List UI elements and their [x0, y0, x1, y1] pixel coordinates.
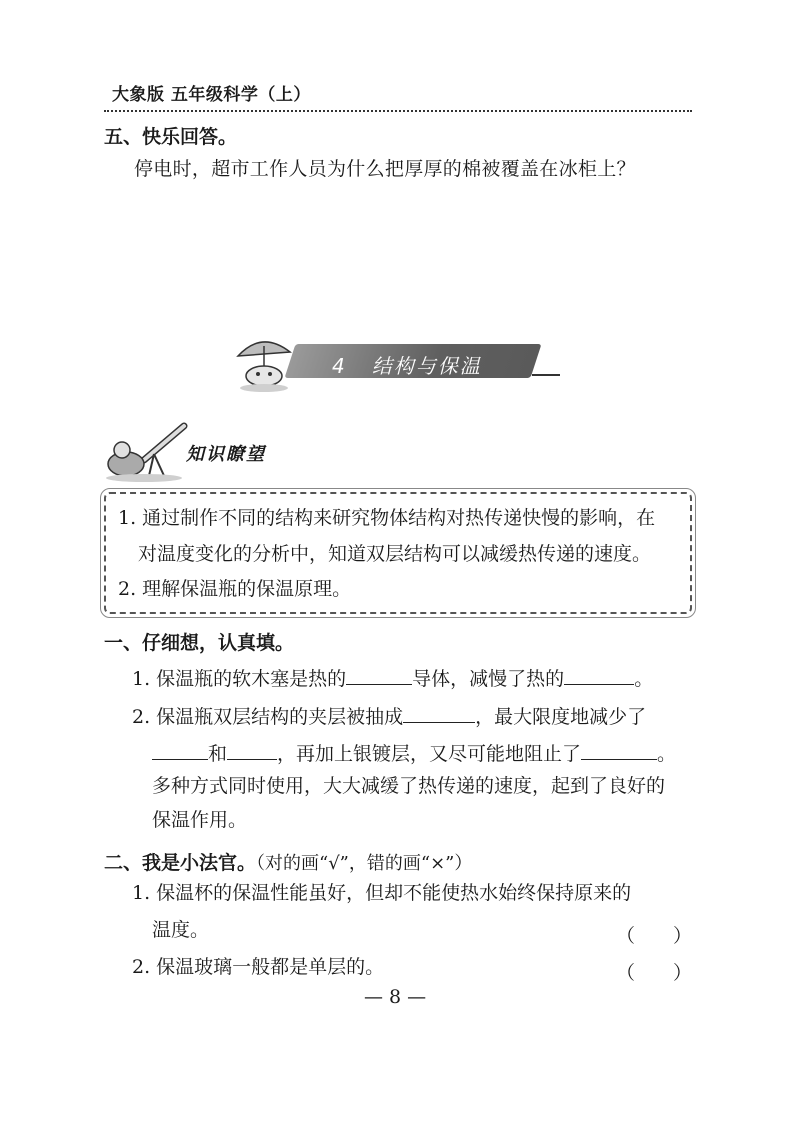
fill-blank-5[interactable] — [227, 741, 277, 760]
answer-parentheses-2[interactable]: （ ） — [616, 962, 693, 984]
section5-title: 五、快乐回答。 — [104, 126, 238, 148]
answer-parentheses-1[interactable]: （ ） — [616, 925, 693, 947]
objective-2: 2. 理解保温瓶的保温原理。 — [118, 578, 352, 600]
fill-q2-text-b: ，最大限度地减少了 — [475, 706, 647, 728]
chapter-banner — [232, 326, 562, 392]
fill-q1-text-c: 。 — [634, 668, 654, 690]
chapter-title — [332, 350, 482, 379]
fill-q2-text-d: ，再加上银镀层，又尽可能地阻止了 — [277, 743, 582, 765]
section2-title: 二、我是小法官。 — [104, 852, 257, 874]
page-number: — 8 — — [364, 986, 427, 1008]
fill-q2-text-a: 2. 保温瓶双层结构的夹层被抽成 — [132, 706, 404, 728]
fill-blank-6[interactable] — [581, 741, 657, 760]
chapter-name: 结构与保温 — [371, 354, 482, 378]
section1-title: 一、仔细想，认真填。 — [104, 632, 295, 654]
chapter-number: 4 — [332, 354, 347, 378]
book-header: 大象版 五年级科学（上） — [112, 85, 311, 105]
fill-q1-text-b: 导体，减慢了热的 — [412, 668, 565, 690]
fill-blank-1[interactable] — [346, 666, 412, 685]
knowledge-section-label: 知识瞭望 — [186, 444, 266, 465]
header-divider — [104, 110, 692, 112]
telescope-icon — [104, 420, 188, 482]
fill-question-2-line1 — [132, 704, 646, 727]
objective-1-line2: 对温度变化的分析中，知道双层结构可以减缓热传递的速度。 — [138, 543, 652, 565]
banner-underline — [532, 374, 560, 376]
objective-1-line1: 1. 通过制作不同的结构来研究物体结构对热传递快慢的影响，在 — [118, 507, 656, 529]
section5-question: 停电时，超市工作人员为什么把厚厚的棉被覆盖在冰柜上？ — [134, 158, 636, 180]
fill-question-1 — [132, 666, 653, 689]
fill-blank-4[interactable] — [152, 741, 208, 760]
umbrella-mascot-icon — [232, 326, 296, 392]
fill-question-2-line4: 保温作用。 — [152, 809, 248, 831]
fill-q2-text-e: 。 — [657, 743, 677, 765]
section2-instruction: （对的画“√”，错的画“×”） — [256, 853, 473, 874]
section2-heading — [104, 848, 472, 875]
judge-question-2: 2. 保温玻璃一般都是单层的。 — [132, 956, 385, 978]
fill-q1-text-a: 1. 保温瓶的软木塞是热的 — [132, 668, 347, 690]
fill-blank-3[interactable] — [403, 704, 475, 723]
judge-question-1-line2: 温度。 — [152, 919, 210, 941]
fill-question-2-line3: 多种方式同时使用，大大减缓了热传递的速度，起到了良好的 — [152, 775, 666, 797]
fill-q2-text-c: 和 — [208, 743, 228, 765]
judge-question-1-line1: 1. 保温杯的保温性能虽好，但却不能使热水始终保持原来的 — [132, 882, 632, 904]
fill-question-2-line2 — [152, 741, 676, 764]
fill-blank-2[interactable] — [564, 666, 634, 685]
